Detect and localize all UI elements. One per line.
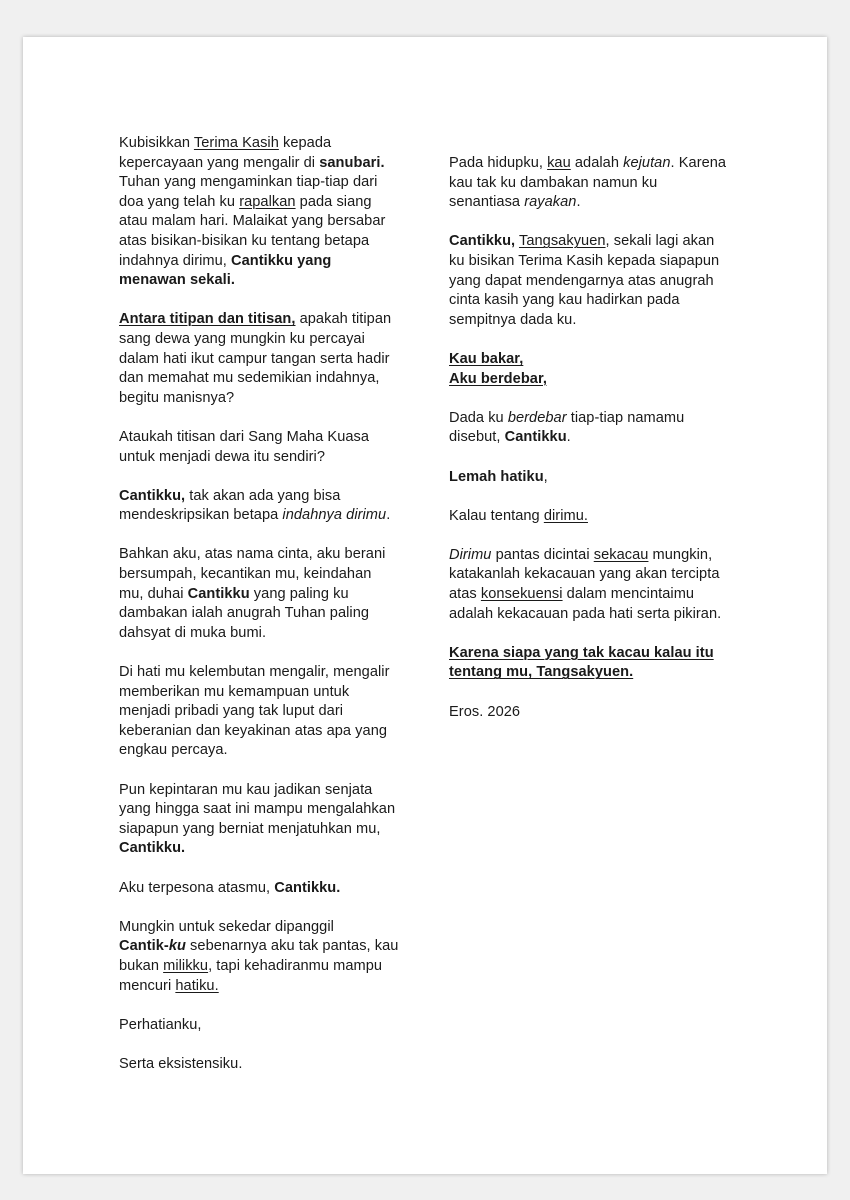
text-line xyxy=(449,546,741,566)
text-run: dalam mencintaimu xyxy=(562,586,695,603)
text-run: Bahkan aku, atas nama cinta, aku berani xyxy=(119,546,386,563)
text-line xyxy=(449,703,741,723)
text-line xyxy=(119,918,411,938)
text-run: dirimu. xyxy=(543,507,588,524)
text-line xyxy=(119,212,411,232)
text-run: kau xyxy=(547,155,571,171)
text-run: Kubisikkan xyxy=(119,135,194,151)
text-run: , tapi kehadiranmu mampu xyxy=(208,957,383,974)
text-run: milikku xyxy=(163,957,209,974)
paragraph xyxy=(449,703,741,723)
text-run: . xyxy=(386,507,391,524)
text-run: Cantikku xyxy=(187,585,250,602)
text-line xyxy=(449,644,741,664)
text-line xyxy=(449,585,741,605)
text-run: adalah xyxy=(570,155,624,171)
text-line xyxy=(119,722,411,742)
text-line xyxy=(119,369,411,389)
text-line xyxy=(119,977,411,997)
text-run: Ataukah titisan dari Sang Maha Kuasa xyxy=(119,428,370,445)
text-run: kau tak ku dambakan namun ku xyxy=(449,174,658,191)
text-run: Kau bakar, xyxy=(449,350,524,367)
text-run: Dirimu xyxy=(449,546,492,563)
text-run: tentang mu, Tangsakyuen. xyxy=(449,664,634,681)
text-run: berdebar xyxy=(507,409,567,426)
text-run: siapapun yang berniat menjatuhkan mu, xyxy=(119,820,381,837)
text-line xyxy=(119,702,411,722)
text-line xyxy=(449,350,741,370)
text-line xyxy=(119,428,411,448)
text-run: pada siang xyxy=(295,193,372,210)
left-column xyxy=(119,134,411,1094)
text-line xyxy=(119,1055,411,1075)
paragraph xyxy=(119,487,411,526)
text-run: yang dapat mendengarnya atas anugrah xyxy=(449,272,714,289)
text-run: , xyxy=(543,468,548,485)
text-run: Dada ku xyxy=(449,409,508,426)
text-line xyxy=(119,173,411,193)
text-run: . xyxy=(566,429,571,446)
text-run: Pun kepintaran mu kau jadikan senjata xyxy=(119,781,373,798)
text-run: sanubari. xyxy=(319,154,385,171)
text-line xyxy=(119,193,411,213)
text-line xyxy=(119,448,411,468)
text-line xyxy=(119,663,411,683)
text-run: . xyxy=(576,194,581,211)
text-run: Cantikku, xyxy=(449,233,516,250)
text-run: yang paling ku xyxy=(249,585,349,602)
text-run: indahnya dirimu, xyxy=(119,252,231,269)
text-line xyxy=(449,272,741,292)
text-line xyxy=(119,624,411,644)
paragraph xyxy=(119,1055,411,1075)
text-run: keberanian dan keyakinan atas apa yang xyxy=(119,722,388,739)
text-line xyxy=(449,193,741,213)
text-line xyxy=(449,507,741,527)
text-run: Cantikku yang xyxy=(231,252,332,269)
text-run: ku bisikan Terima Kasih kepada siapapun xyxy=(449,252,720,269)
text-run: Cantikku xyxy=(504,429,567,446)
text-line xyxy=(119,741,411,761)
text-run: Cantikku. xyxy=(119,840,186,857)
text-line xyxy=(449,565,741,585)
text-line xyxy=(449,252,741,272)
text-run: memberikan mu kemampuan untuk xyxy=(119,683,350,700)
paragraph xyxy=(449,232,741,330)
document-page xyxy=(23,37,827,1174)
text-line xyxy=(449,311,741,331)
text-run: sebenarnya aku tak pantas, kau xyxy=(185,938,399,955)
text-run: sempitnya dada ku. xyxy=(449,311,577,328)
text-run: Cantikku, xyxy=(119,487,186,504)
text-run: cinta kasih yang kau hadirkan pada xyxy=(449,292,680,309)
text-run: Cantikku. xyxy=(274,879,341,896)
text-run: mencuri xyxy=(119,977,176,994)
paragraph xyxy=(449,546,741,624)
text-run: dahsyat di muka bumi. xyxy=(119,624,267,641)
text-line xyxy=(119,310,411,330)
text-line xyxy=(119,330,411,350)
text-line xyxy=(119,232,411,252)
text-run: Tangsakyuen xyxy=(518,233,606,250)
text-run: mendeskripsikan betapa xyxy=(119,507,283,524)
text-run: dalam hati ikut campur tangan serta hadir xyxy=(119,350,390,367)
text-line xyxy=(119,350,411,370)
paragraph xyxy=(449,468,741,488)
text-run: sekacau xyxy=(593,546,649,563)
text-line xyxy=(119,389,411,409)
text-line xyxy=(119,154,411,174)
text-line xyxy=(119,957,411,977)
text-run: Terima Kasih xyxy=(193,135,279,151)
text-run: bukan xyxy=(119,957,164,974)
text-line xyxy=(119,604,411,624)
text-run: atas bisikan-bisikan ku tentang betapa xyxy=(119,232,370,249)
text-line xyxy=(449,154,741,174)
text-run: untuk menjadi dewa itu sendiri? xyxy=(119,448,325,465)
paragraph xyxy=(449,409,741,448)
text-run: engkau percaya. xyxy=(119,742,228,759)
text-run: Mungkin untuk sekedar dipanggil xyxy=(119,918,334,935)
text-line xyxy=(449,428,741,448)
paragraph xyxy=(449,507,741,527)
text-run: menawan sekali. xyxy=(119,272,235,289)
text-run: rayakan xyxy=(524,194,577,211)
text-run: indahnya dirimu xyxy=(282,507,387,524)
text-run: doa yang telah ku xyxy=(119,193,240,210)
text-line xyxy=(119,545,411,565)
text-run: tak akan ada yang bisa xyxy=(185,487,341,504)
paragraph xyxy=(119,781,411,859)
text-run: Karena siapa yang tak kacau kalau itu xyxy=(449,644,714,661)
text-run: kejutan xyxy=(623,155,671,171)
text-line xyxy=(119,252,411,272)
paragraph xyxy=(119,879,411,899)
text-line xyxy=(119,879,411,899)
text-line xyxy=(119,487,411,507)
text-run: Aku terpesona atasmu, xyxy=(119,879,275,896)
text-run: bersumpah, kecantikan mu, keindahan xyxy=(119,566,372,583)
text-run: atau malam hari. Malaikat yang bersabar xyxy=(119,213,386,230)
text-run: tiap-tiap namamu xyxy=(566,409,685,426)
text-run: Tuhan yang mengaminkan tiap-tiap dari xyxy=(119,174,378,191)
paragraph xyxy=(449,350,741,389)
text-line xyxy=(119,565,411,585)
text-run: mu, duhai xyxy=(119,585,188,602)
text-run: rapalkan xyxy=(239,193,296,210)
text-run: begitu manisnya? xyxy=(119,389,235,406)
text-run: yang hingga saat ini mampu mengalahkan xyxy=(119,801,396,818)
text-run: disebut, xyxy=(449,429,505,446)
paragraph xyxy=(119,545,411,643)
text-run: . Karena xyxy=(670,155,727,171)
text-run: dan memahat mu sedemikian indahnya, xyxy=(119,370,380,387)
text-run: pantas dicintai xyxy=(491,546,594,563)
text-run: menjadi pribadi yang tak luput dari xyxy=(119,703,344,720)
text-run: Cantik- xyxy=(119,938,169,955)
text-run: kepada xyxy=(278,135,332,151)
text-run: Lemah hatiku xyxy=(449,468,544,485)
paragraph xyxy=(119,918,411,996)
right-column xyxy=(449,154,741,742)
text-line xyxy=(119,134,411,154)
text-run: adalah kekacauan pada hati serta pikiran. xyxy=(449,605,722,622)
text-run: kepercayaan yang mengalir di xyxy=(119,154,320,171)
text-run: Antara titipan dan titisan, xyxy=(119,311,296,328)
paragraph xyxy=(119,310,411,408)
text-run: atas xyxy=(449,586,481,603)
text-run: apakah titipan xyxy=(295,311,392,328)
text-line xyxy=(119,271,411,291)
text-line xyxy=(119,839,411,859)
text-line xyxy=(449,663,741,683)
paragraph xyxy=(119,1016,411,1036)
text-run: , sekali lagi akan xyxy=(605,233,715,250)
text-line xyxy=(119,683,411,703)
paragraph xyxy=(119,663,411,761)
text-line xyxy=(119,800,411,820)
text-run: Di hati mu kelembutan mengalir, mengalir xyxy=(119,664,390,681)
paragraph xyxy=(119,134,411,291)
text-run: Pada hidupku, xyxy=(449,155,548,171)
paragraph xyxy=(119,428,411,467)
text-run: konsekuensi xyxy=(480,586,563,603)
text-line xyxy=(119,506,411,526)
text-run: Serta eksistensiku. xyxy=(119,1055,243,1072)
text-run: Aku berdebar, xyxy=(449,370,547,387)
text-line xyxy=(449,370,741,390)
text-line xyxy=(119,1016,411,1036)
text-run: sang dewa yang mungkin ku percayai xyxy=(119,330,365,347)
text-run: Perhatianku, xyxy=(119,1016,202,1033)
paragraph xyxy=(449,154,741,213)
text-run: mungkin, xyxy=(648,546,713,563)
text-line xyxy=(449,291,741,311)
text-line xyxy=(449,468,741,488)
text-line xyxy=(449,232,741,252)
paragraph xyxy=(449,644,741,683)
text-line xyxy=(119,585,411,605)
text-run: hatiku. xyxy=(175,977,219,994)
text-line xyxy=(119,781,411,801)
text-run: katakanlah kekacauan yang akan tercipta xyxy=(449,566,720,583)
text-run: Eros. 2026 xyxy=(449,703,521,720)
text-line xyxy=(449,409,741,429)
text-run: dambakan ialah anugrah Tuhan paling xyxy=(119,605,370,622)
text-line xyxy=(119,937,411,957)
text-line xyxy=(449,605,741,625)
text-run: ku xyxy=(168,938,186,955)
text-line xyxy=(119,820,411,840)
text-line xyxy=(449,174,741,194)
text-run: senantiasa xyxy=(449,194,525,211)
text-run: Kalau tentang xyxy=(449,507,544,524)
